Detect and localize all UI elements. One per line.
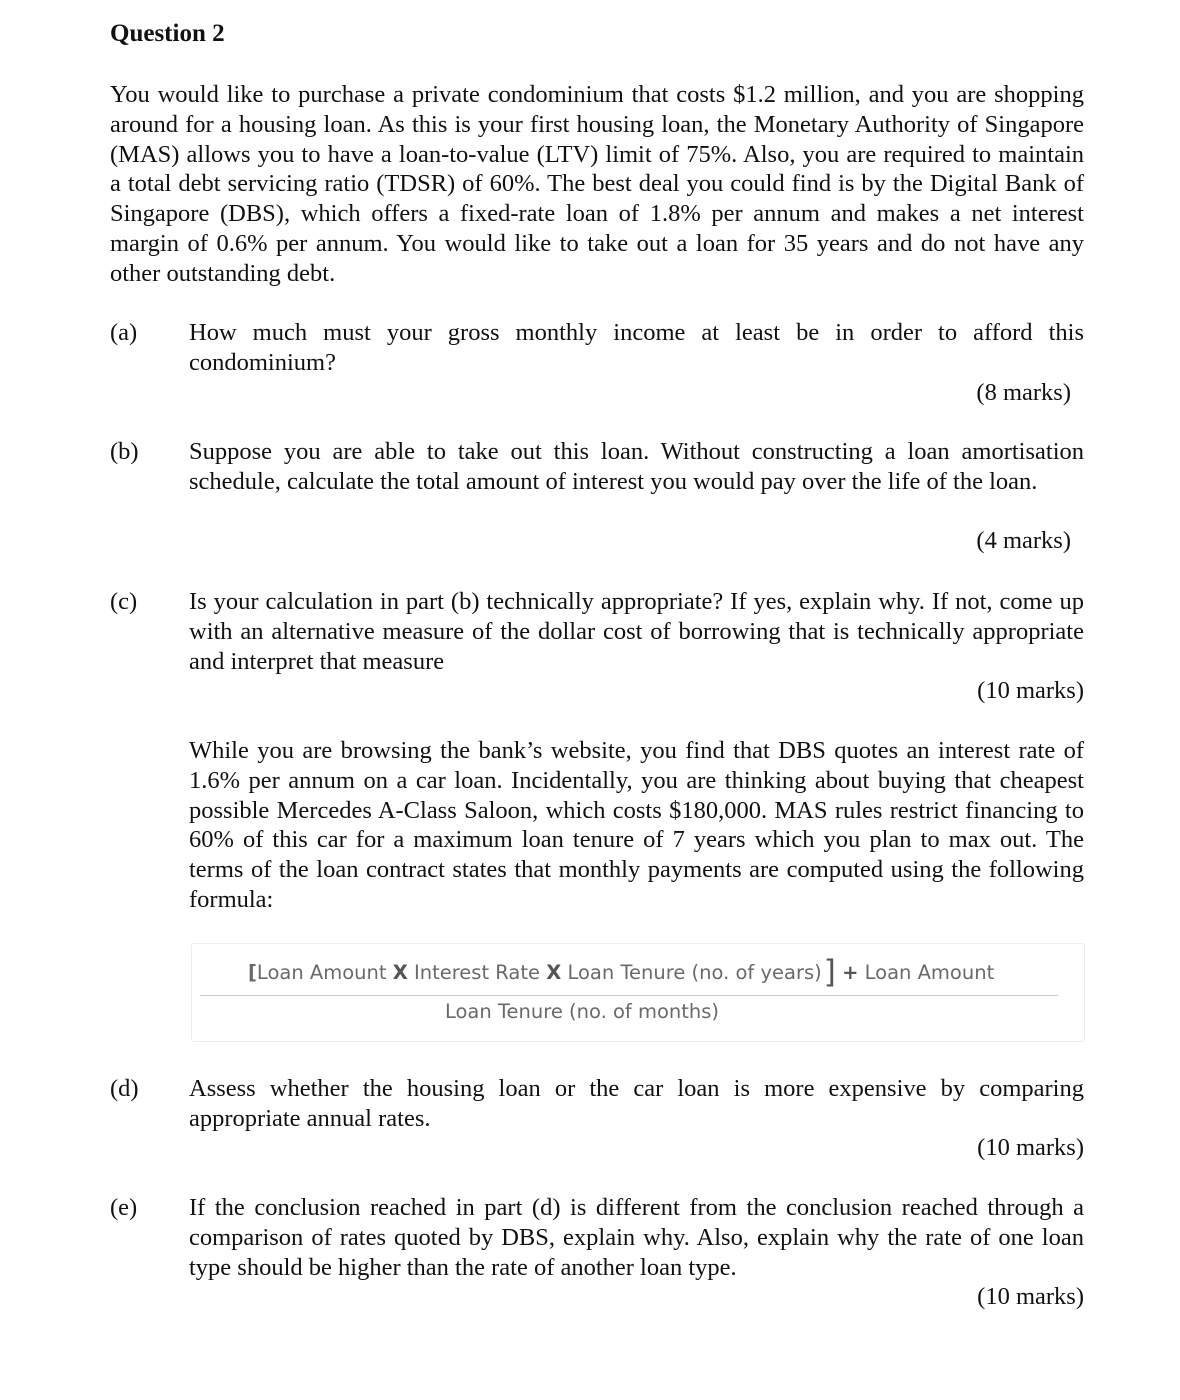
- formula-numerator: [248, 954, 994, 990]
- part-d-marks: (10 marks): [977, 1134, 1084, 1161]
- formula-interest-rate: Interest Rate: [413, 961, 541, 984]
- formula-tenure-years: Loan Tenure (no. of years): [567, 961, 822, 984]
- formula-loan-amount-2: Loan Amount: [864, 961, 995, 984]
- formula-multiply-2: X: [546, 961, 562, 984]
- part-c-marks: (10 marks): [977, 677, 1084, 704]
- car-loan-paragraph: While you are browsing the bank’s website, you find that DBS quotes an interest rate of 1.6% per annum on a car loan. Incidentally, you are thinking about buying that cheapest possible Mercedes A-Class Saloon, which costs $180,000. MAS rules restrict financing to 60% of this car for a maximum loan tenure of 7 years which you plan to max out. The terms of the loan contract states that monthly payments are computed using the following formula:: [189, 737, 1084, 913]
- question-title: Question 2: [110, 20, 225, 47]
- formula-open-bracket: [: [248, 961, 257, 984]
- formula-box: [191, 943, 1085, 1042]
- part-b-label: (b): [110, 438, 139, 465]
- part-b-marks: (4 marks): [976, 527, 1071, 554]
- part-d-text: Assess whether the housing loan or the car loan is more expensive by comparing appropriate annual rates.: [189, 1075, 1084, 1132]
- formula-plus: +: [842, 961, 859, 984]
- formula-loan-amount: Loan Amount: [256, 961, 387, 984]
- formula-fraction-line: [200, 995, 1058, 996]
- part-e-label: (e): [110, 1194, 138, 1221]
- formula-multiply-1: X: [392, 961, 408, 984]
- part-a-text: How much must your gross monthly income at least be in order to afford this condominium?: [189, 319, 1084, 376]
- part-b-text: Suppose you are able to take out this loan. Without constructing a loan amortisation schedule, calculate the total amount of interest you would pay over the life of the loan.: [189, 438, 1084, 495]
- part-a-label: (a): [110, 319, 138, 346]
- intro-paragraph: You would like to purchase a private condominium that costs $1.2 million, and you are shopping around for a housing loan. As this is your first housing loan, the Monetary Authority of Singapore (MAS) allows you to have a loan-to-value (LTV) limit of 75%. Also, you are required to maintain a total debt servicing ratio (TDSR) of 60%. The best deal you could find is by the Digital Bank of Singapore (DBS), which offers a fixed-rate loan of 1.8% per annum and makes a net interest margin of 0.6% per annum. You would like to take out a loan for 35 years and do not have any other outstanding debt.: [110, 81, 1084, 287]
- formula-close-bracket: ]: [823, 954, 836, 990]
- part-d-label: (d): [110, 1075, 139, 1102]
- part-e-marks: (10 marks): [977, 1283, 1084, 1310]
- part-c-text: Is your calculation in part (b) technically appropriate? If yes, explain why. If not, come up with an alternative measure of the dollar cost of borrowing that is technically appropriate and interpret that measure: [189, 588, 1084, 675]
- formula-denominator: Loan Tenure (no. of months): [444, 1000, 720, 1023]
- part-a-marks: (8 marks): [976, 379, 1071, 406]
- part-c-label: (c): [110, 588, 138, 615]
- part-e-text: If the conclusion reached in part (d) is different from the conclusion reached through a comparison of rates quoted by DBS, explain why. Also, explain why the rate of one loan type should be higher than the rate of another loan type.: [189, 1194, 1084, 1281]
